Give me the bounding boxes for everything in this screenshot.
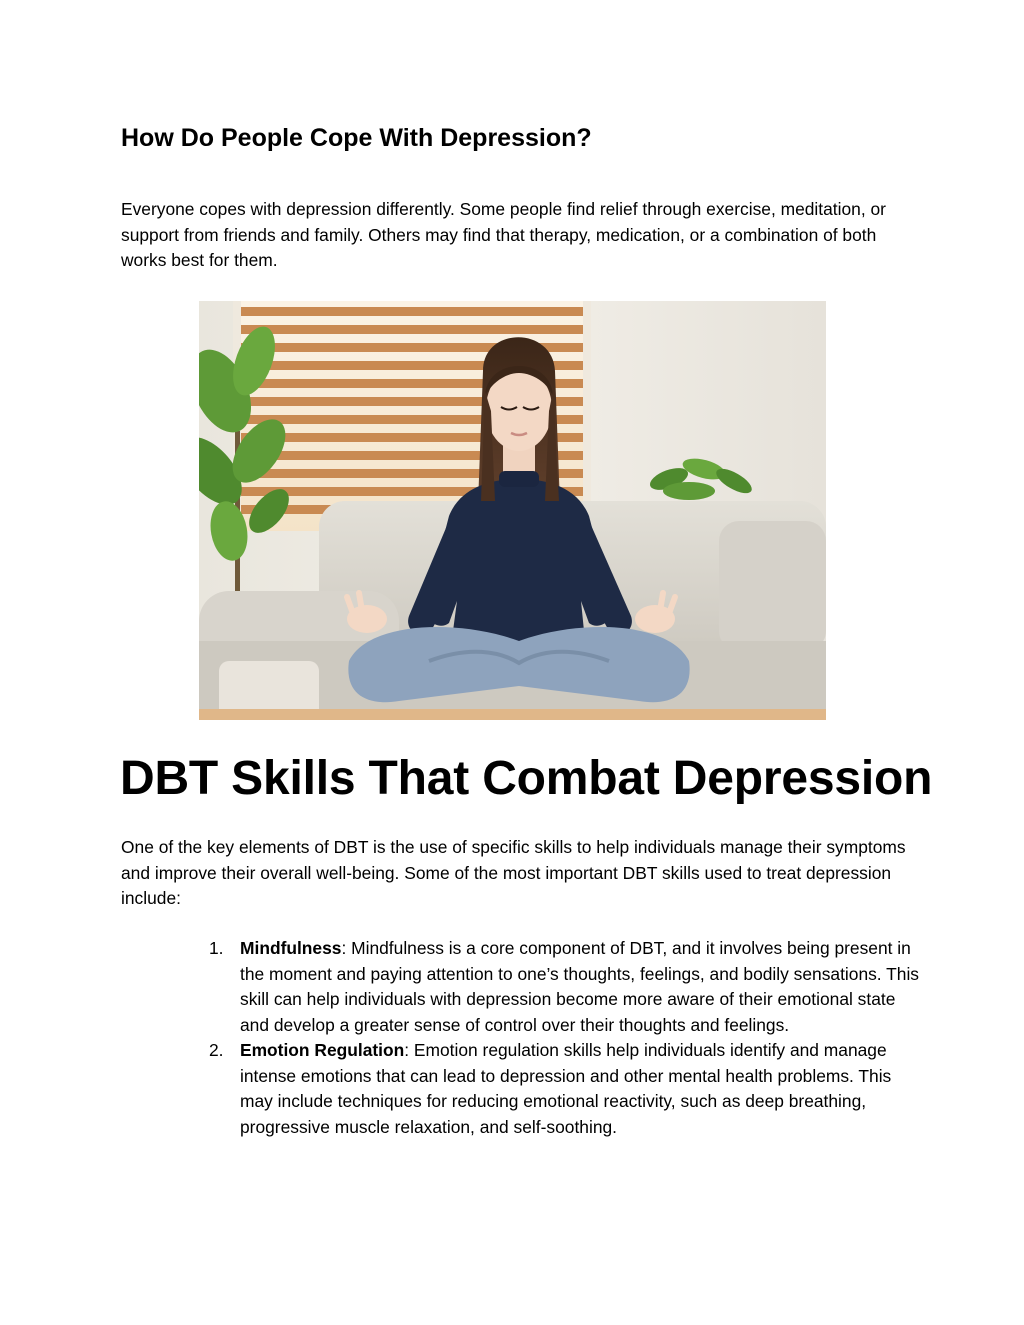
dbt-skills-list — [200, 936, 920, 1140]
table-edge — [199, 709, 826, 720]
list-item — [200, 936, 920, 1038]
list-item-term: Emotion Regulation — [240, 1040, 405, 1060]
list-item-number: 2. — [209, 1040, 224, 1060]
list-item-text: : Emotion regulation skills help individuals identify and manage intense emotions that can lead to depression and other mental health problems. This may include techniques for reducing emotional reactivity, such as deep breathing, progressive muscle relaxation, and self-soothing. — [240, 1040, 892, 1137]
section-heading-coping: How Do People Cope With Depression? — [121, 124, 592, 152]
dbt-intro-paragraph: One of the key elements of DBT is the use of specific skills to help individuals manage their symptoms and improve their overall well-being. Some of the most important DBT skills used to treat depression include: — [121, 837, 906, 908]
list-item-number: 1. — [209, 938, 224, 958]
list-item — [200, 1038, 920, 1140]
list-item-text: : Mindfulness is a core component of DBT, and it involves being present in the moment and paying attention to one’s thoughts, feelings, and bodily sensations. This skill can help individuals with depression become more aware of their emotional state and develop a greater sense of control over their thoughts and feelings. — [240, 938, 920, 1035]
coping-paragraph: Everyone copes with depression differently. Some people find relief through exercise, meditation, or support from friends and family. Others may find that therapy, medication, or a combination of both works best for them. — [121, 199, 886, 270]
meditation-photo — [199, 301, 826, 720]
list-item-term: Mindfulness — [240, 938, 342, 958]
section-heading-dbt: DBT Skills That Combat Depression — [120, 752, 933, 805]
